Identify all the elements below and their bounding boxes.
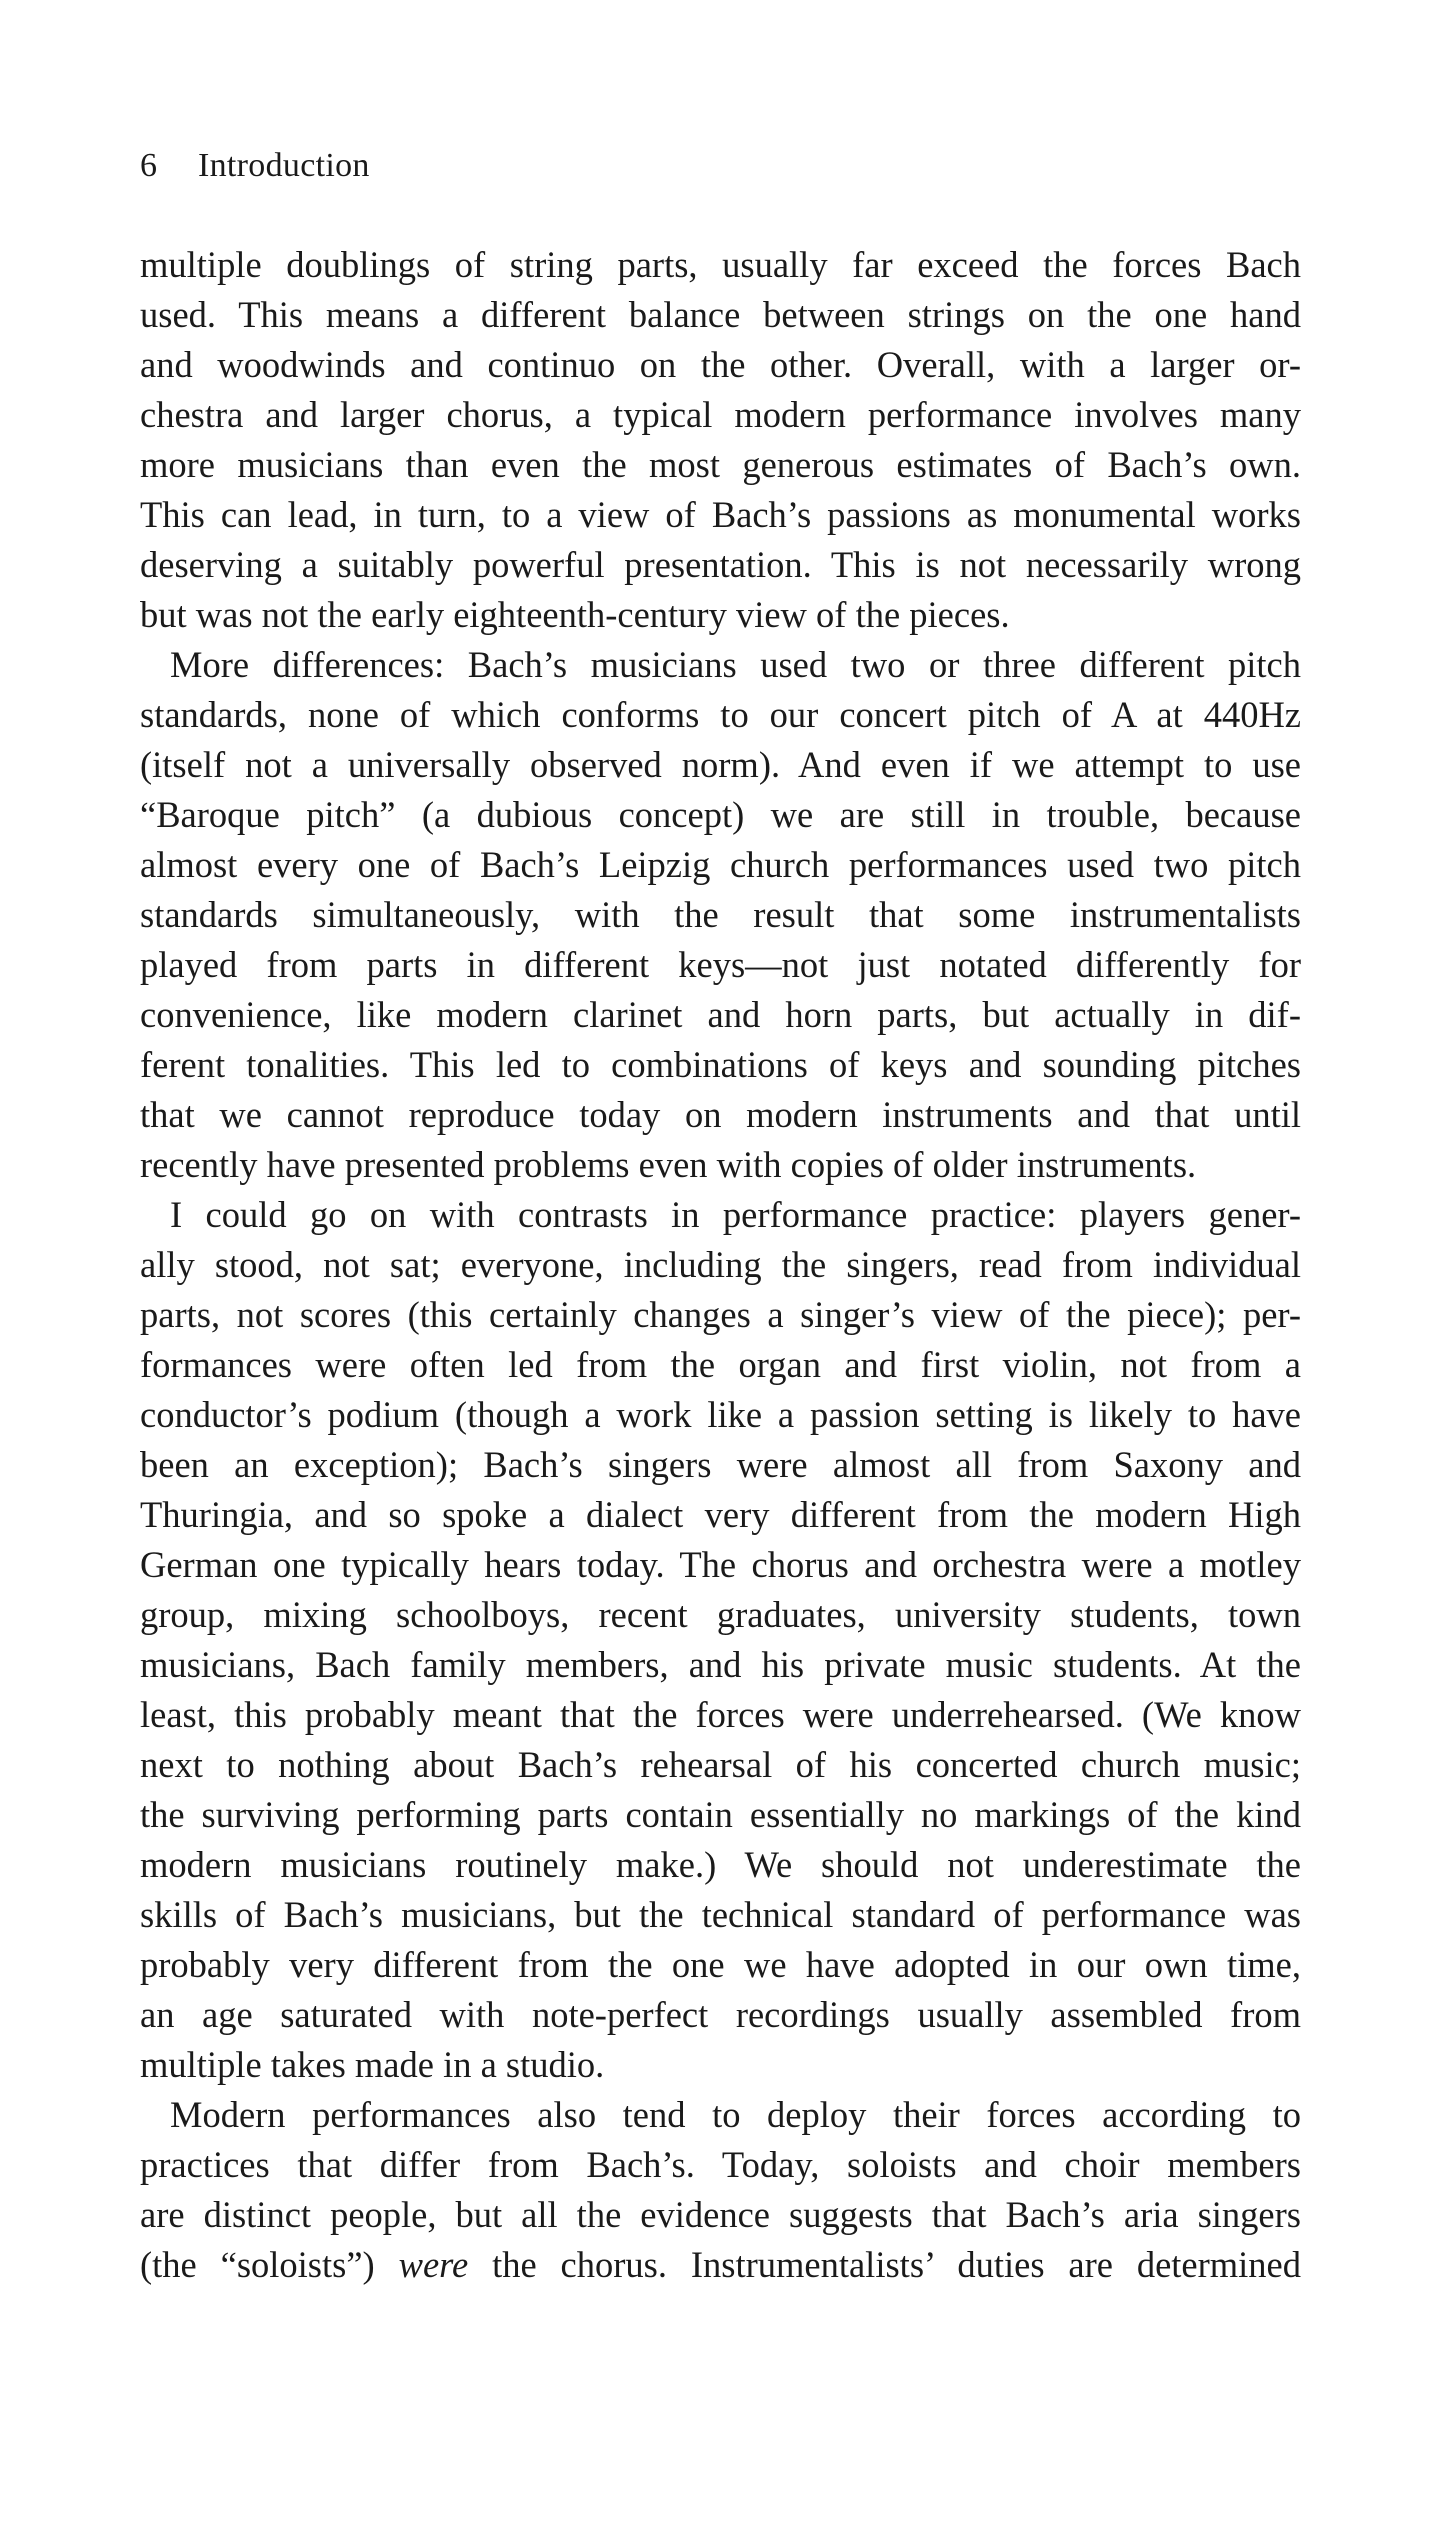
text-line: standards, none of which conforms to our concert pitch of A at 440Hz xyxy=(140,694,1301,735)
text-line: least, this probably meant that the forces were underrehearsed. (We know xyxy=(140,1694,1301,1735)
text-line: German one typically hears today. The chorus and orchestra were a motley xyxy=(140,1544,1301,1585)
paragraph-3 xyxy=(140,1190,1301,2090)
running-head xyxy=(140,146,370,186)
text-line: formances were often led from the organ and first violin, not from a xyxy=(140,1344,1301,1385)
text-line: ferent tonalities. This led to combinations of keys and sounding pitches xyxy=(140,1044,1301,1085)
text-line: chestra and larger chorus, a typical modern performance involves many xyxy=(140,394,1301,435)
text-line: the surviving performing parts contain essentially no markings of the kind xyxy=(140,1794,1301,1835)
text-line: standards simultaneously, with the result that some instrumentalists xyxy=(140,894,1301,935)
text-line: convenience, like modern clarinet and horn parts, but actually in dif- xyxy=(140,994,1301,1035)
text-line: I could go on with contrasts in performance practice: players gener- xyxy=(170,1194,1301,1235)
text-line: used. This means a different balance between strings on the one hand xyxy=(140,294,1301,335)
text-line: almost every one of Bach’s Leipzig church performances used two pitch xyxy=(140,844,1301,885)
paragraph-2 xyxy=(140,640,1301,1190)
page-number: 6 xyxy=(140,147,158,184)
text-line: that we cannot reproduce today on modern instruments and that until xyxy=(140,1094,1301,1135)
paragraph-4 xyxy=(140,2090,1301,2290)
text-line: more musicians than even the most generous estimates of Bach’s own. xyxy=(140,444,1301,485)
text-line: “Baroque pitch” (a dubious concept) we are still in trouble, because xyxy=(140,794,1301,835)
text-line: This can lead, in turn, to a view of Bach’s passions as monumental works xyxy=(140,494,1301,535)
text-line: skills of Bach’s musicians, but the technical standard of performance was xyxy=(140,1894,1301,1935)
text-line: probably very different from the one we have adopted in our own time, xyxy=(140,1944,1301,1985)
section-title: Introduction xyxy=(198,147,370,184)
text-line: Thuringia, and so spoke a dialect very different from the modern High xyxy=(140,1494,1301,1535)
text-line: multiple takes made in a studio. xyxy=(140,2044,605,2085)
text-line: group, mixing schoolboys, recent graduates, university students, town xyxy=(140,1594,1301,1635)
text-line: but was not the early eighteenth-century view of the pieces. xyxy=(140,594,1010,635)
emphasized-word: were xyxy=(398,2244,469,2285)
text-fragment: the chorus. Instrumentalists’ duties are determined xyxy=(468,2244,1302,2285)
text-line: are distinct people, but all the evidence suggests that Bach’s aria singers xyxy=(140,2194,1301,2235)
text-line: been an exception); Bach’s singers were almost all from Saxony and xyxy=(140,1444,1301,1485)
paragraph-1 xyxy=(140,240,1301,640)
text-line: multiple doublings of string parts, usually far exceed the forces Bach xyxy=(140,244,1301,285)
text-line: recently have presented problems even with copies of older instruments. xyxy=(140,1144,1197,1185)
text-line: practices that differ from Bach’s. Today, soloists and choir members xyxy=(140,2144,1301,2185)
text-line: conductor’s podium (though a work like a passion setting is likely to have xyxy=(140,1394,1301,1435)
text-line: More differences: Bach’s musicians used two or three different pitch xyxy=(170,644,1301,685)
text-line: (itself not a universally observed norm). And even if we attempt to use xyxy=(140,744,1301,785)
text-line: modern musicians routinely make.) We should not underestimate the xyxy=(140,1844,1301,1885)
text-line: deserving a suitably powerful presentation. This is not necessarily wrong xyxy=(140,544,1301,585)
text-line: Modern performances also tend to deploy their forces according to xyxy=(170,2094,1301,2135)
text-line: ally stood, not sat; everyone, including the singers, read from individual xyxy=(140,1244,1301,1285)
text-line-with-emphasis xyxy=(140,2240,1301,2290)
text-line: an age saturated with note-perfect recordings usually assembled from xyxy=(140,1994,1301,2035)
text-line: and woodwinds and continuo on the other. Overall, with a larger or- xyxy=(140,344,1301,385)
text-line: musicians, Bach family members, and his private music students. At the xyxy=(140,1644,1301,1685)
text-line: played from parts in different keys—not just notated differently for xyxy=(140,944,1301,985)
text-line: next to nothing about Bach’s rehearsal of his concerted church music; xyxy=(140,1744,1301,1785)
body-text xyxy=(140,240,1301,2290)
text-line: parts, not scores (this certainly changes a singer’s view of the piece); per- xyxy=(140,1294,1301,1335)
text-fragment: (the “soloists”) xyxy=(140,2244,399,2285)
